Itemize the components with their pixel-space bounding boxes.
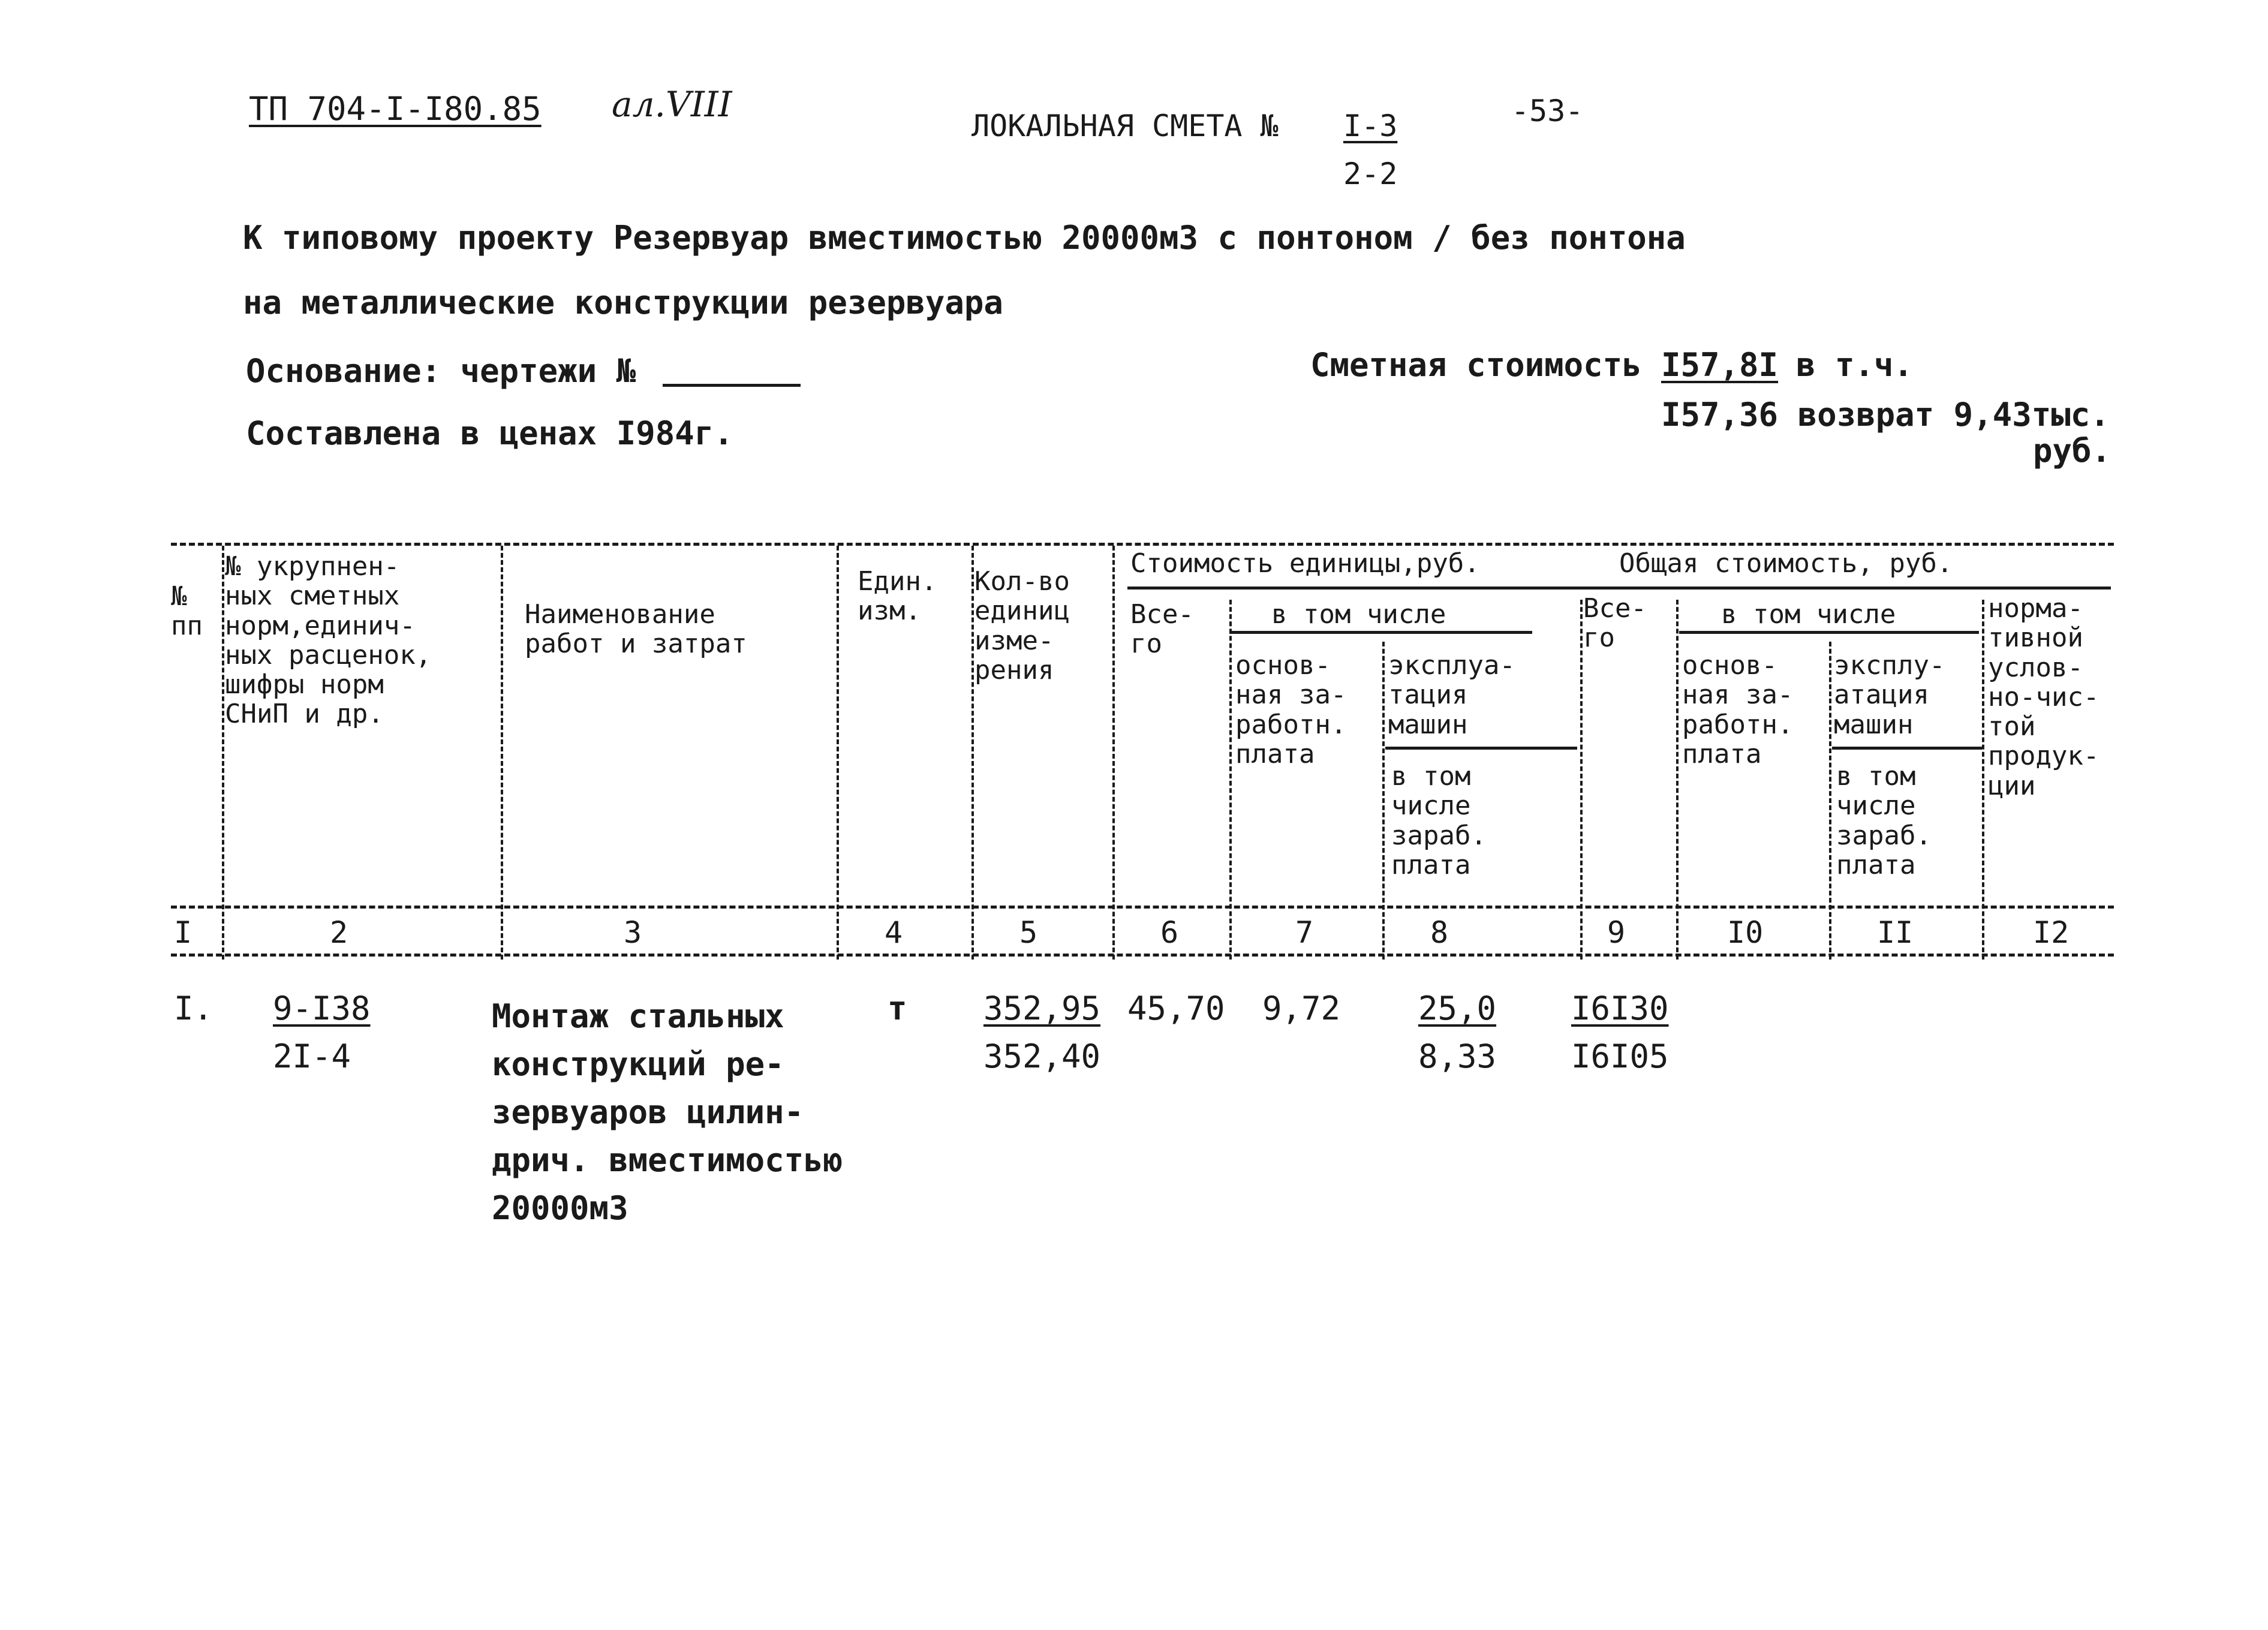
header-unit-incl: в том числе: [1271, 599, 1446, 630]
column-numbers-top-rule: [171, 906, 2114, 909]
basis-blank-line: [663, 384, 801, 387]
cost-unit: руб.: [2033, 432, 2111, 470]
header-unit: Един. изм.: [858, 566, 937, 627]
header-total-all: Все- го: [1583, 593, 1647, 654]
total-cost-bottom: I6I05: [1571, 1037, 1669, 1075]
prices-line: Составлена в ценах I984г.: [246, 414, 733, 452]
cost-value: I57,8I: [1661, 346, 1779, 384]
col-number: II: [1877, 915, 1914, 950]
col-number: 5: [1019, 915, 1038, 950]
subject-line: на металлические конструкции резервуара: [243, 284, 1003, 321]
col-divider: [1982, 600, 1984, 960]
header-total-incl-wage: в том числе зараб. плата: [1836, 761, 1932, 880]
col-divider: [1676, 600, 1679, 960]
col-number: 9: [1607, 915, 1626, 950]
header-total-cost-group: Общая стоимость, руб.: [1619, 548, 1953, 579]
estimate-number-bottom: 2-2: [1343, 157, 1398, 191]
col-number: I0: [1727, 915, 1764, 950]
column-numbers-bottom-rule: [171, 954, 2114, 957]
estimate-number-top: I-3: [1343, 109, 1398, 143]
total-cost-top: I6I30: [1571, 990, 1669, 1027]
unit-incl-rule: [1229, 631, 1532, 634]
col-divider: [1229, 600, 1232, 960]
cost-group-rule: [1127, 587, 2111, 590]
header-unit-incl-wage: в том числе зараб. плата: [1391, 761, 1487, 880]
col-number: 3: [624, 915, 642, 950]
machine-sub-rule: [1385, 747, 1577, 750]
row-number: I.: [174, 990, 213, 1027]
col-divider: [1829, 642, 1831, 960]
basis-label: Основание: чертежи №: [246, 352, 636, 390]
col-divider: [971, 546, 974, 960]
cost-line-2: I57,36 возврат 9,43тыс.: [1661, 396, 2110, 434]
col-divider: [1382, 642, 1385, 960]
cost-label: Сметная стоимость: [1310, 346, 1642, 384]
col-divider: [837, 546, 839, 960]
unit-of-measure: т: [888, 990, 907, 1027]
document-code: ТП 704-I-I80.85: [249, 90, 542, 128]
cost-suffix: в т.ч.: [1796, 346, 1914, 384]
norm-code-top: 9-I38: [273, 990, 371, 1027]
header-unit-all: Все- го: [1130, 599, 1194, 660]
header-unit-cost-group: Стоимость единицы,руб.: [1130, 548, 1480, 579]
total-incl-rule: [1679, 631, 1979, 634]
col-number: 7: [1295, 915, 1314, 950]
header-unit-machine-op: эксплуа- тация машин: [1388, 650, 1515, 740]
estimate-title: ЛОКАЛЬНАЯ СМЕТА №: [971, 109, 1279, 143]
machine-sub-rule-2: [1832, 747, 1982, 750]
col-number: 6: [1160, 915, 1179, 950]
handwritten-album-note: ал.VIII: [612, 84, 732, 125]
quantity-top: 352,95: [983, 990, 1101, 1027]
page-number: -53-: [1511, 94, 1584, 128]
header-unit-base-wage: основ- ная за- работн. плата: [1235, 650, 1347, 769]
quantity-bottom: 352,40: [983, 1037, 1101, 1075]
col-number: 8: [1430, 915, 1449, 950]
col-divider: [1112, 546, 1115, 960]
col-divider: [222, 546, 224, 960]
header-quantity: Кол-во единиц изме- рения: [974, 566, 1070, 685]
col-number: 4: [885, 915, 903, 950]
header-row-number: № пп: [171, 581, 203, 642]
header-total-base-wage: основ- ная за- работн. плата: [1682, 650, 1794, 769]
unit-base-wage: 9,72: [1262, 990, 1341, 1027]
unit-machine-wage: 8,33: [1418, 1037, 1497, 1075]
project-line: К типовому проекту Резервуар вместимостью 20000м3 с понтоном / без понтона: [243, 219, 1686, 257]
col-number: I2: [2033, 915, 2070, 950]
col-divider: [1580, 600, 1583, 960]
header-total-machine-op: эксплу- атация машин: [1834, 650, 1945, 740]
header-normative-product: норма- тивной услов- но-чис- той продук- ции: [1988, 593, 2099, 801]
table-top-rule: [171, 543, 2114, 546]
col-divider: [501, 546, 503, 960]
col-number: I: [174, 915, 192, 950]
header-total-incl: в том числе: [1721, 599, 1896, 630]
unit-cost-total: 45,70: [1127, 990, 1225, 1027]
col-number: 2: [330, 915, 348, 950]
work-name: Монтаж стальных конструкций ре- зервуаров цилин- дрич. вместимостью 20000м3: [492, 997, 843, 1227]
header-work-name: Наименование работ и затрат: [525, 599, 747, 660]
unit-machine-cost: 25,0: [1418, 990, 1497, 1027]
header-norm-code: № укрупнен- ных сметных норм,единич- ных расценок, шифры норм СНиП и др.: [225, 551, 432, 730]
norm-code-bottom: 2I-4: [273, 1037, 351, 1075]
